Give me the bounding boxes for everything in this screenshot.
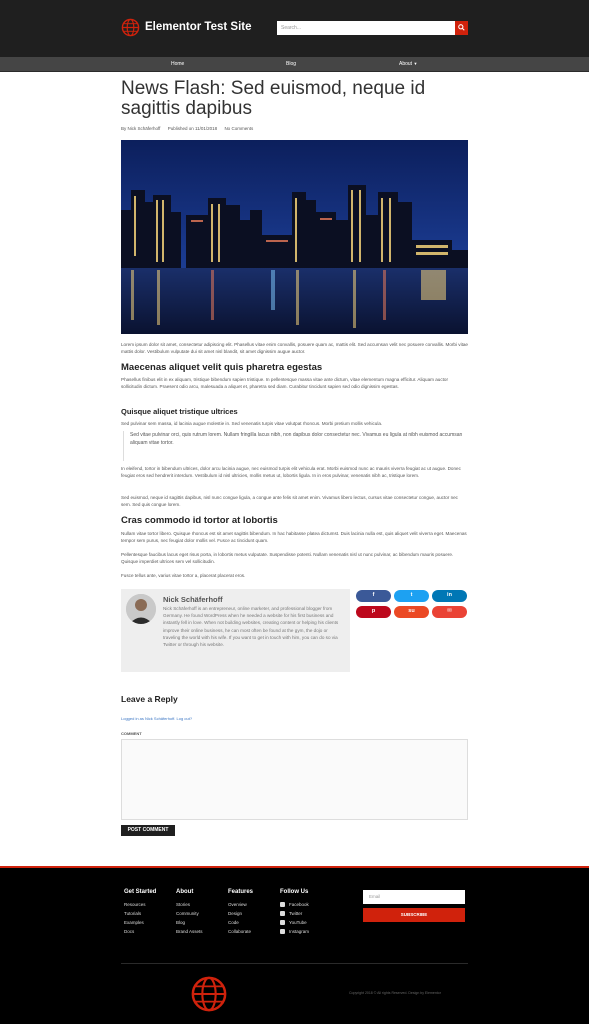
footer-col-features-title: Features [228,889,254,895]
paragraph-1: Lorem ipsum dolor sit amet, consectetur adipiscing elit. Phasellus vitae enim convallis, posuere quam ac, mattis elit. Sed accumsan velit nec posuere convallis. Morbi vitae mattis dolor. Vestibulum vulputate dui sit amet nisl blandit, sit amet dignissim augue auctor. [121,342,468,354]
footer-social-label: Instagram [289,929,310,934]
paragraph-8: Fusce tellus ante, varius vitae tortor a, placerat placerat eros. [121,573,246,578]
author-name: Nick Schäferhoff [163,595,223,604]
footer-link[interactable]: Docs [124,929,135,934]
meta-date: Published on 11/01/2018 [167,126,218,131]
footer-social-label: Facebook [289,902,309,907]
youtube-icon [280,920,285,925]
globe-logo-icon[interactable] [121,18,140,37]
paragraph-2: Phasellus finibus elit in ex aliquam, tristique bibendum sapien tristique. In pellentesque massa vitae ante dictum, vitae elementum magna efficitur. Aliquam auctor sollicitudin dictum. Praesent odio arcu, malesuada a aliquet et, pharetra sed diam. Curabitur tincidunt sapien sed odio dignissim egestas. [121,377,449,389]
comments-heading: Leave a Reply [121,694,178,704]
author-avatar [126,594,156,624]
heading-quisque: Quisque aliquet tristique ultrices [121,407,238,416]
footer-link[interactable]: Blog [176,920,186,925]
paragraph-7: Pellentesque faucibus lacus eget risus porta, in lobortis metus vulputate. Suspendisse potenti. Nullam venenatis nisl ut nunc pulvinar, ac bibendum mauris posuere. Quisque imperdiet ultrices sem vel sollicitudin. [121,552,454,564]
main-nav [0,57,589,72]
nav-item-home[interactable]: Home [171,61,185,67]
meta-comments[interactable]: No Comments [224,126,254,131]
footer-link[interactable]: Tutorials [124,911,142,916]
post-meta [121,126,259,131]
globe-logo-icon[interactable] [190,975,228,1013]
post-comment-button[interactable]: POST COMMENT [121,825,175,836]
footer-link[interactable]: Community [176,911,199,916]
footer-col-about-title: About [176,889,194,895]
share-facebook-button[interactable] [356,590,391,602]
twitter-icon [280,911,285,916]
site-title[interactable]: Elementor Test Site [145,21,252,33]
linkedin-icon: in [447,592,452,598]
share-linkedin-button[interactable] [432,590,467,602]
blockquote: Sed vitae pulvinar orci, quis rutrum lorem. Nullam fringilla lacus nibh, non dapibus dolor consectetur nec. Vivamus eu ligula at nibh euismod accumsan aliquam vitae tortor. [123,431,468,461]
featured-image-city-skyline [121,140,468,334]
paragraph-4: In eleifend, tortor in bibendum ultrices, dolor arcu lacinia augue, nec euismod turpis elit vehicula erat. Morbi euismod nunc ac mauris viverra feugiat ac ut augue. Donec feugiat eros sed hendrerit interdum. Vestibulum id nisl ultricies, mollis metus ut, lobortis ligula. In in eros pulvinar, venenatis nibh ac, tristique lorem. [121,466,461,478]
newsletter-email-input[interactable]: Email [363,890,465,904]
footer-social-facebook[interactable] [280,902,309,907]
footer-social-label: Twitter [289,911,303,916]
copyright-text: Copyright 2018 © All rights Reserved. Design by Elementor [349,991,441,995]
author-bio: Nick Schäferhoff is an entrepreneur, online marketer, and professional blogger from Germany. He found WordPress when he needed a website for his first business and instantly fell in love. When not building websites, creating content or helping his clients improve their online business, he can most often be found at the gym, the dojo or traveling the world with his wife. If you want to get in touch with him, you can do so via Twitter or through his website. [163,606,339,648]
stumbleupon-icon: su [408,608,415,614]
footer-col-get-started-title: Get Started [124,889,157,895]
footer-social-twitter[interactable] [280,911,302,916]
footer-social-youtube[interactable] [280,920,307,925]
paragraph-5: Sed euismod, neque id sagittis dapibus, nisl nunc congue ligula, a congue ante felis sit amet enim. Vivamus libero lectus, cursus vitae consectetur congue, auctor nec sem. Sed quis congue lorem. [121,495,458,507]
instagram-icon [280,929,285,934]
subscribe-button[interactable]: SUBSCRIBE [363,908,465,922]
post-title-line2: sagittis dapibus [121,98,252,119]
site-header [0,0,589,57]
comment-textarea[interactable] [121,739,468,820]
share-stumbleupon-button[interactable] [394,606,429,618]
footer-link[interactable]: Design [228,911,243,916]
post-title [121,79,469,119]
nav-item-blog[interactable]: Blog [286,61,297,67]
post-title-line1: News Flash: Sed euismod, neque id [121,78,426,99]
footer-link[interactable]: Resources [124,902,146,907]
facebook-icon: f [372,592,375,598]
email-icon: ✉ [447,608,452,614]
footer-social-label: YouTube [289,920,307,925]
footer-link[interactable]: Code [228,920,239,925]
footer-link[interactable]: Examples [124,920,144,925]
footer-link[interactable]: Brand Assets [176,929,203,934]
search-icon [458,24,465,31]
paragraph-3: Sed pulvinar sem massa, id lacinia augue molestie in. Sed venenatis turpis vitae volutpat rhoncus. Morbi pretium mollis vehicula. [121,421,383,426]
nav-item-about-label: About [399,61,413,67]
chevron-down-icon: ▼ [413,61,418,66]
footer-link[interactable]: Overview [228,902,247,907]
heading-cras: Cras commodo id tortor at lobortis [121,515,278,526]
facebook-icon [280,902,285,907]
meta-author[interactable]: By Nick Schäferhoff [121,126,161,131]
footer-social-instagram[interactable] [280,929,309,934]
footer-link[interactable]: Stories [176,902,191,907]
share-pinterest-button[interactable] [356,606,391,618]
pinterest-icon: p [371,608,376,614]
share-email-button[interactable] [432,606,467,618]
heading-maecenas: Maecenas aliquet velit quis pharetra egestas [121,362,323,373]
search-button[interactable] [455,21,468,35]
footer-col-follow-title: Follow Us [280,889,309,895]
paragraph-6: Nullam vitae tortor libero. Quisque rhoncus est sit amet sagittis bibendum. In hac habitasse platea dictumst. Duis lacinia nulla est, quis aliquet velit viverra eget. Maecenas tempor sem purus, nec feugiat dolor mollis vel. Fusce ac tincidunt quam. [121,531,467,543]
comment-label: COMMENT [121,731,142,736]
logged-in-link[interactable]: Logged in as Nick Schäferhoff. Log out? [121,716,193,721]
share-twitter-button[interactable] [394,590,429,602]
twitter-icon: t [410,592,413,598]
search-input[interactable]: Search... [277,21,455,35]
footer-link[interactable]: Collaborate [228,929,252,934]
nav-item-about[interactable] [399,61,417,67]
footer-divider [121,963,468,964]
